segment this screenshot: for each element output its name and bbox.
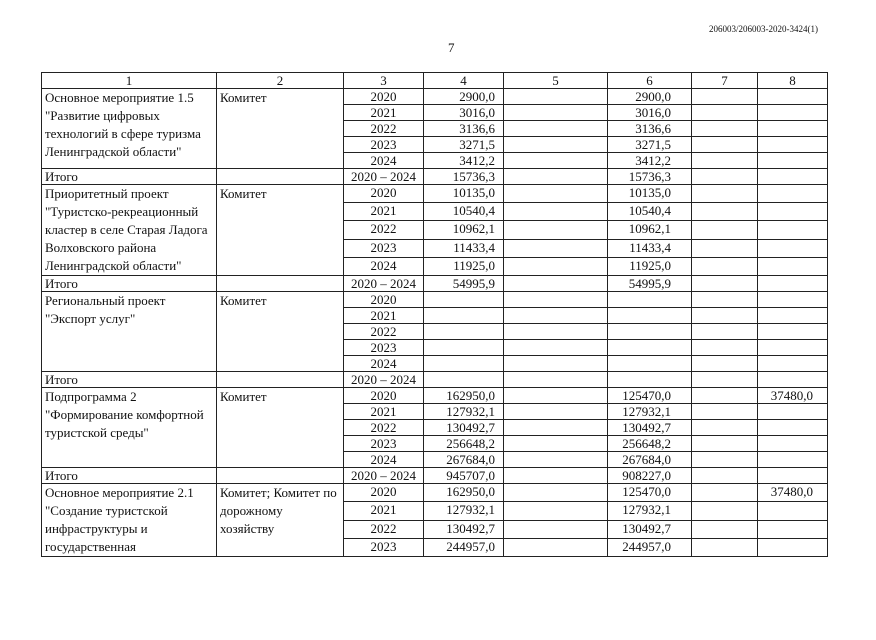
column-5-cell bbox=[504, 203, 608, 221]
column-6-cell: 125470,0 bbox=[608, 388, 692, 404]
item-name: Региональный проект "Экспорт услуг" bbox=[42, 292, 217, 372]
column-5-cell bbox=[504, 185, 608, 203]
column-6-cell: 11925,0 bbox=[608, 257, 692, 275]
document-id: 206003/206003-2020-3424(1) bbox=[709, 24, 818, 34]
column-5-cell bbox=[504, 221, 608, 239]
column-5-cell bbox=[504, 292, 608, 308]
executor: Комитет bbox=[217, 89, 344, 169]
column-header: 4 bbox=[424, 73, 504, 89]
year-cell: 2021 bbox=[344, 502, 424, 520]
total-amount-cell: 3271,5 bbox=[424, 137, 504, 153]
item-name: Основное мероприятие 1.5 "Развитие цифровых технологий в сфере туризма Ленинградской области" bbox=[42, 89, 217, 169]
column-7-cell bbox=[692, 292, 758, 308]
total-amount-cell bbox=[424, 356, 504, 372]
year-cell: 2021 bbox=[344, 308, 424, 324]
column-8-cell bbox=[758, 502, 828, 520]
table-row bbox=[42, 484, 828, 502]
column-8-cell bbox=[758, 153, 828, 169]
total-row bbox=[42, 169, 828, 185]
year-cell: 2024 bbox=[344, 257, 424, 275]
column-7-cell bbox=[692, 484, 758, 502]
column-5-cell bbox=[504, 484, 608, 502]
total-amount-cell: 162950,0 bbox=[424, 388, 504, 404]
year-cell: 2020 bbox=[344, 484, 424, 502]
column-8-cell bbox=[758, 372, 828, 388]
column-7-cell bbox=[692, 520, 758, 538]
total-label: Итого bbox=[42, 276, 217, 292]
column-7-cell bbox=[692, 538, 758, 556]
total-amount-cell: 10962,1 bbox=[424, 221, 504, 239]
year-cell: 2021 bbox=[344, 105, 424, 121]
column-7-cell bbox=[692, 276, 758, 292]
column-6-cell: 3271,5 bbox=[608, 137, 692, 153]
column-header: 6 bbox=[608, 73, 692, 89]
column-7-cell bbox=[692, 502, 758, 520]
column-6-cell: 10962,1 bbox=[608, 221, 692, 239]
year-cell: 2021 bbox=[344, 404, 424, 420]
total-amount-cell: 130492,7 bbox=[424, 520, 504, 538]
table-row bbox=[42, 89, 828, 105]
item-name: Подпрограмма 2 "Формирование комфортной туристской среды" bbox=[42, 388, 217, 468]
column-6-cell: 127932,1 bbox=[608, 502, 692, 520]
column-8-cell bbox=[758, 185, 828, 203]
total-amount-cell: 256648,2 bbox=[424, 436, 504, 452]
header-row bbox=[42, 73, 828, 89]
total-period: 2020 – 2024 bbox=[344, 169, 424, 185]
column-header: 3 bbox=[344, 73, 424, 89]
column-5-cell bbox=[504, 105, 608, 121]
column-7-cell bbox=[692, 340, 758, 356]
year-cell: 2022 bbox=[344, 420, 424, 436]
column-5-cell bbox=[504, 372, 608, 388]
column-6-cell: 2900,0 bbox=[608, 89, 692, 105]
column-7-cell bbox=[692, 169, 758, 185]
total-amount-cell: 3136,6 bbox=[424, 121, 504, 137]
column-7-cell bbox=[692, 468, 758, 484]
year-cell: 2022 bbox=[344, 121, 424, 137]
year-cell: 2023 bbox=[344, 239, 424, 257]
year-cell: 2024 bbox=[344, 153, 424, 169]
total-period: 2020 – 2024 bbox=[344, 372, 424, 388]
column-8-cell: 37480,0 bbox=[758, 484, 828, 502]
column-7-cell bbox=[692, 89, 758, 105]
column-8-cell bbox=[758, 404, 828, 420]
total-amount-cell bbox=[424, 340, 504, 356]
budget-table bbox=[41, 72, 828, 557]
column-8-cell bbox=[758, 221, 828, 239]
column-5-cell bbox=[504, 502, 608, 520]
column-6-cell: 244957,0 bbox=[608, 538, 692, 556]
total-label: Итого bbox=[42, 468, 217, 484]
total-amount-cell: 130492,7 bbox=[424, 420, 504, 436]
column-8-cell bbox=[758, 137, 828, 153]
column-8-cell bbox=[758, 468, 828, 484]
column-7-cell bbox=[692, 452, 758, 468]
column-7-cell bbox=[692, 203, 758, 221]
column-6-cell: 10540,4 bbox=[608, 203, 692, 221]
column-7-cell bbox=[692, 105, 758, 121]
column-6-cell: 130492,7 bbox=[608, 420, 692, 436]
column-5-cell bbox=[504, 356, 608, 372]
total-period: 2020 – 2024 bbox=[344, 468, 424, 484]
total-label: Итого bbox=[42, 169, 217, 185]
empty-cell bbox=[217, 468, 344, 484]
column-8-cell bbox=[758, 538, 828, 556]
year-cell: 2022 bbox=[344, 221, 424, 239]
item-name: Основное мероприятие 2.1 "Создание туристской инфраструктуры и государственная bbox=[42, 484, 217, 557]
total-label: Итого bbox=[42, 372, 217, 388]
column-5-cell bbox=[504, 137, 608, 153]
column-6-cell bbox=[608, 356, 692, 372]
total-row bbox=[42, 468, 828, 484]
column-8-cell bbox=[758, 276, 828, 292]
year-cell: 2022 bbox=[344, 324, 424, 340]
column-5-cell bbox=[504, 520, 608, 538]
column-7-cell bbox=[692, 436, 758, 452]
total-amount-cell bbox=[424, 308, 504, 324]
empty-cell bbox=[217, 276, 344, 292]
empty-cell bbox=[217, 372, 344, 388]
executor: Комитет bbox=[217, 292, 344, 372]
total-row bbox=[42, 372, 828, 388]
executor: Комитет bbox=[217, 388, 344, 468]
page-number: 7 bbox=[448, 40, 455, 55]
column-8-cell bbox=[758, 89, 828, 105]
total-period: 2020 – 2024 bbox=[344, 276, 424, 292]
column-6-cell: 130492,7 bbox=[608, 520, 692, 538]
column-6-cell: 11433,4 bbox=[608, 239, 692, 257]
year-cell: 2020 bbox=[344, 185, 424, 203]
column-5-cell bbox=[504, 121, 608, 137]
column-8-cell bbox=[758, 324, 828, 340]
year-cell: 2020 bbox=[344, 89, 424, 105]
column-5-cell bbox=[504, 324, 608, 340]
year-cell: 2024 bbox=[344, 356, 424, 372]
column-6-cell bbox=[608, 324, 692, 340]
total-amount-cell bbox=[424, 372, 504, 388]
total-amount-cell: 267684,0 bbox=[424, 452, 504, 468]
column-5-cell bbox=[504, 239, 608, 257]
year-cell: 2023 bbox=[344, 436, 424, 452]
column-8-cell bbox=[758, 452, 828, 468]
column-7-cell bbox=[692, 137, 758, 153]
item-name: Приоритетный проект "Туристско-рекреационный кластер в селе Старая Ладога Волховского района Ленинградской области" bbox=[42, 185, 217, 276]
column-7-cell bbox=[692, 239, 758, 257]
total-amount-cell: 127932,1 bbox=[424, 502, 504, 520]
table-row bbox=[42, 185, 828, 203]
year-cell: 2022 bbox=[344, 520, 424, 538]
empty-cell bbox=[217, 169, 344, 185]
year-cell: 2024 bbox=[344, 452, 424, 468]
column-7-cell bbox=[692, 356, 758, 372]
total-amount-cell: 244957,0 bbox=[424, 538, 504, 556]
column-6-cell: 54995,9 bbox=[608, 276, 692, 292]
table-row bbox=[42, 292, 828, 308]
year-cell: 2023 bbox=[344, 340, 424, 356]
column-8-cell bbox=[758, 257, 828, 275]
column-6-cell: 125470,0 bbox=[608, 484, 692, 502]
column-6-cell bbox=[608, 340, 692, 356]
column-7-cell bbox=[692, 388, 758, 404]
year-cell: 2020 bbox=[344, 388, 424, 404]
column-6-cell: 10135,0 bbox=[608, 185, 692, 203]
column-8-cell bbox=[758, 239, 828, 257]
column-7-cell bbox=[692, 153, 758, 169]
year-cell: 2023 bbox=[344, 538, 424, 556]
total-amount-cell: 15736,3 bbox=[424, 169, 504, 185]
column-8-cell bbox=[758, 308, 828, 324]
column-8-cell bbox=[758, 121, 828, 137]
column-5-cell bbox=[504, 257, 608, 275]
total-amount-cell: 3016,0 bbox=[424, 105, 504, 121]
column-8-cell bbox=[758, 340, 828, 356]
total-amount-cell: 11433,4 bbox=[424, 239, 504, 257]
executor: Комитет; Комитет по дорожному хозяйству bbox=[217, 484, 344, 557]
column-6-cell: 908227,0 bbox=[608, 468, 692, 484]
column-6-cell bbox=[608, 292, 692, 308]
column-8-cell bbox=[758, 520, 828, 538]
column-header: 2 bbox=[217, 73, 344, 89]
column-7-cell bbox=[692, 308, 758, 324]
column-8-cell bbox=[758, 436, 828, 452]
column-8-cell bbox=[758, 356, 828, 372]
total-amount-cell bbox=[424, 292, 504, 308]
total-amount-cell: 11925,0 bbox=[424, 257, 504, 275]
column-5-cell bbox=[504, 276, 608, 292]
total-amount-cell: 2900,0 bbox=[424, 89, 504, 105]
column-header: 1 bbox=[42, 73, 217, 89]
column-5-cell bbox=[504, 308, 608, 324]
column-5-cell bbox=[504, 153, 608, 169]
column-5-cell bbox=[504, 468, 608, 484]
total-amount-cell bbox=[424, 324, 504, 340]
column-5-cell bbox=[504, 340, 608, 356]
column-5-cell bbox=[504, 420, 608, 436]
column-6-cell: 3016,0 bbox=[608, 105, 692, 121]
column-header: 5 bbox=[504, 73, 608, 89]
column-6-cell: 256648,2 bbox=[608, 436, 692, 452]
year-cell: 2023 bbox=[344, 137, 424, 153]
column-6-cell: 127932,1 bbox=[608, 404, 692, 420]
column-5-cell bbox=[504, 388, 608, 404]
column-6-cell: 3412,2 bbox=[608, 153, 692, 169]
column-header: 8 bbox=[758, 73, 828, 89]
column-5-cell bbox=[504, 538, 608, 556]
column-7-cell bbox=[692, 404, 758, 420]
total-amount-cell: 54995,9 bbox=[424, 276, 504, 292]
executor: Комитет bbox=[217, 185, 344, 276]
total-amount-cell: 10135,0 bbox=[424, 185, 504, 203]
total-amount-cell: 162950,0 bbox=[424, 484, 504, 502]
column-7-cell bbox=[692, 420, 758, 436]
column-7-cell bbox=[692, 257, 758, 275]
column-8-cell bbox=[758, 203, 828, 221]
year-cell: 2021 bbox=[344, 203, 424, 221]
column-7-cell bbox=[692, 221, 758, 239]
column-5-cell bbox=[504, 404, 608, 420]
column-6-cell bbox=[608, 308, 692, 324]
total-amount-cell: 10540,4 bbox=[424, 203, 504, 221]
table-row bbox=[42, 388, 828, 404]
column-5-cell bbox=[504, 89, 608, 105]
column-6-cell bbox=[608, 372, 692, 388]
column-5-cell bbox=[504, 452, 608, 468]
column-7-cell bbox=[692, 372, 758, 388]
column-8-cell bbox=[758, 169, 828, 185]
total-amount-cell: 127932,1 bbox=[424, 404, 504, 420]
column-5-cell bbox=[504, 436, 608, 452]
column-8-cell: 37480,0 bbox=[758, 388, 828, 404]
total-row bbox=[42, 276, 828, 292]
total-amount-cell: 945707,0 bbox=[424, 468, 504, 484]
total-amount-cell: 3412,2 bbox=[424, 153, 504, 169]
column-7-cell bbox=[692, 324, 758, 340]
column-8-cell bbox=[758, 292, 828, 308]
column-8-cell bbox=[758, 105, 828, 121]
column-5-cell bbox=[504, 169, 608, 185]
year-cell: 2020 bbox=[344, 292, 424, 308]
column-6-cell: 267684,0 bbox=[608, 452, 692, 468]
column-6-cell: 15736,3 bbox=[608, 169, 692, 185]
column-7-cell bbox=[692, 185, 758, 203]
column-6-cell: 3136,6 bbox=[608, 121, 692, 137]
column-8-cell bbox=[758, 420, 828, 436]
column-header: 7 bbox=[692, 73, 758, 89]
column-7-cell bbox=[692, 121, 758, 137]
